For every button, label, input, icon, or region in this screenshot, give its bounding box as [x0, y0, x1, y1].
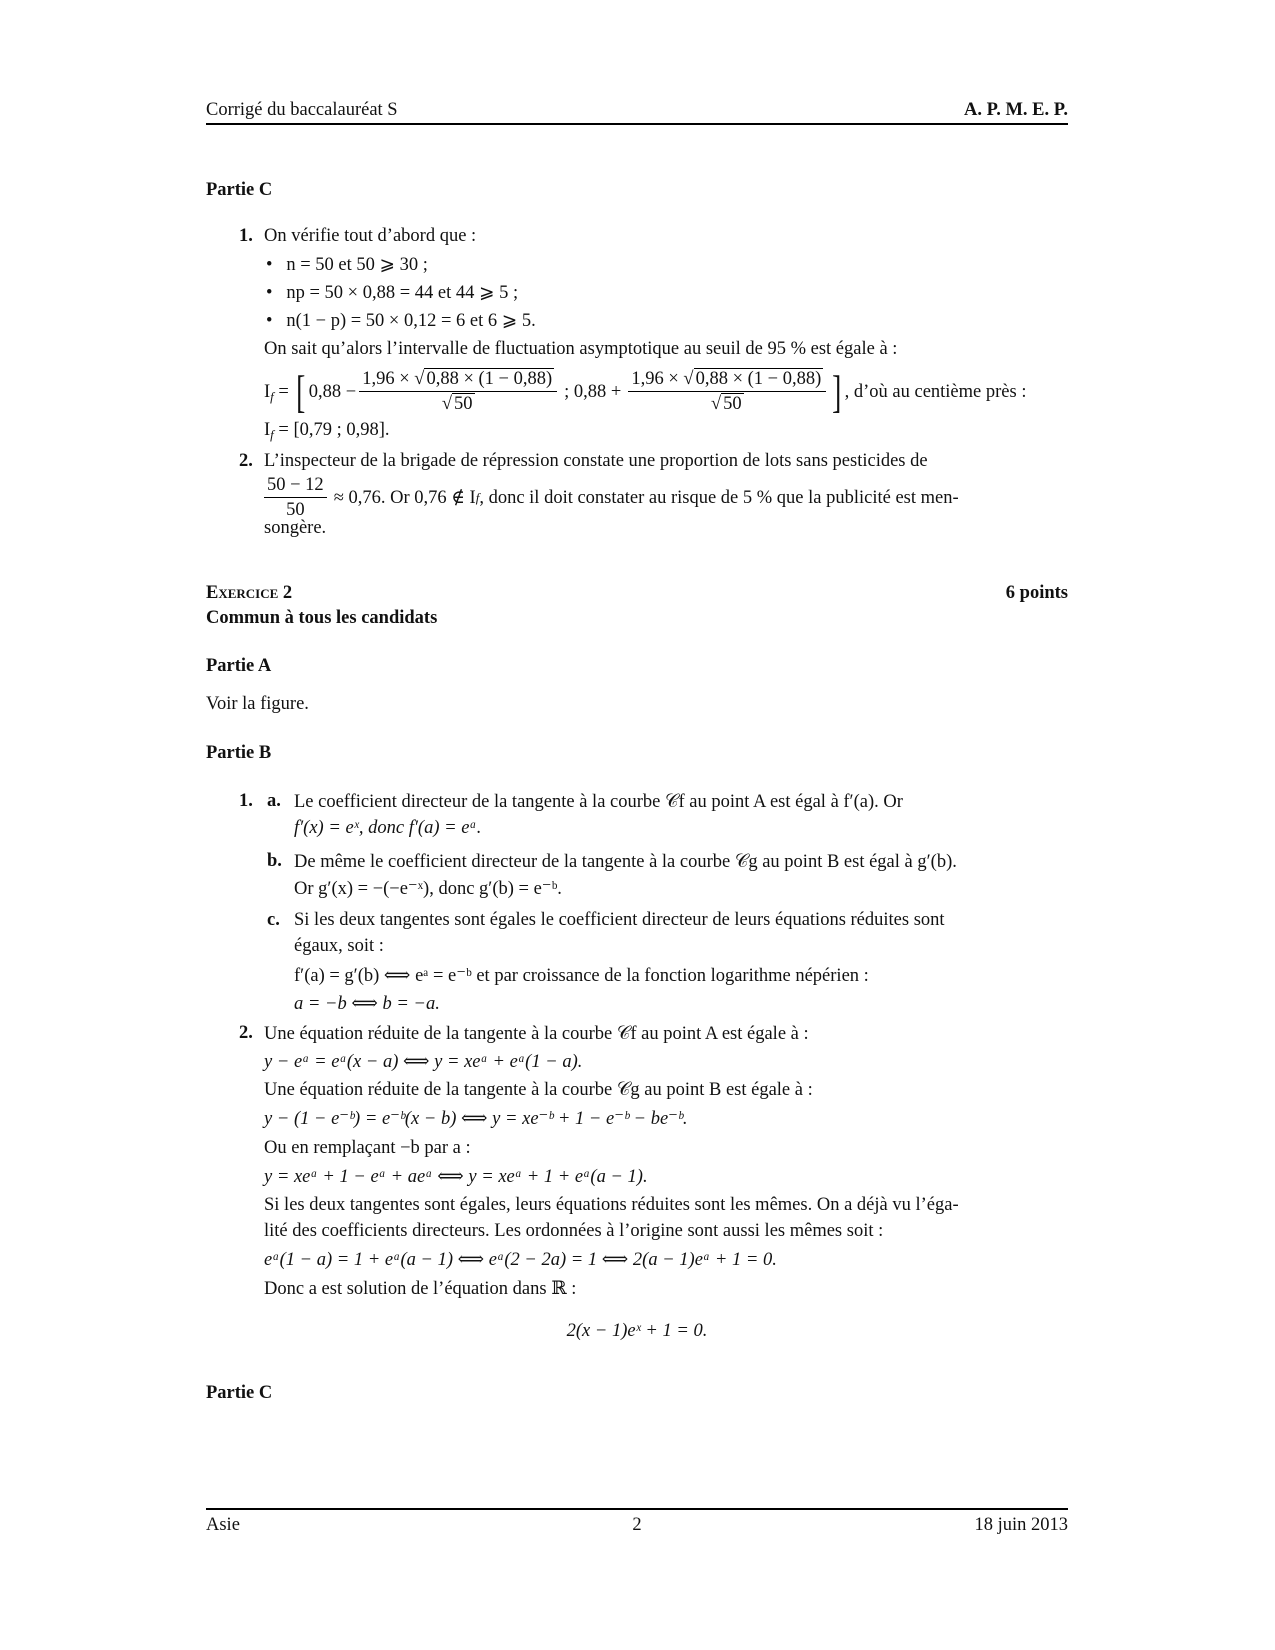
fraction-lower: $\frac{1,96 \times √ 0,88 \times (1 - 0,88)}{√ 50}$ — [359, 368, 557, 416]
exercise-title: Exercice 2 — [206, 583, 293, 603]
section-title-partie-a: Partie A — [206, 656, 272, 676]
bullet-2-text: np = 50 × 0,88 = 44 et 44 ⩾ 5 ; — [286, 283, 519, 303]
b2-line-1: Une équation réduite de la tangente à la courbe 𝒞f au point A est égale à : — [264, 1024, 809, 1044]
b1c-line-2: égaux, soit : — [294, 936, 384, 956]
interval-intro: On sait qu’alors l’intervalle de fluctuation asymptotique au seuil de 95 % est égale à : — [264, 339, 898, 359]
right-bracket: ] — [832, 366, 842, 417]
bullet-3: • n(1 − p) = 50 × 0,12 = 6 et 6 ⩾ 5. — [266, 311, 536, 331]
sub-label-c: c. — [267, 910, 280, 930]
b1a-line-2: f′(x) = eˣ, donc f′(a) = eᵃ. — [294, 818, 482, 838]
b1b-line-1: De même le coefficient directeur de la tangente à la courbe 𝒞g au point B est égal à g′(b). — [294, 852, 957, 872]
interval-left-term: 0,88 − — [308, 381, 357, 402]
footer-left: Asie — [206, 1515, 240, 1535]
centered-equation: 2(x − 1)eˣ + 1 = 0. — [566, 1321, 708, 1341]
interval-formula: $I_f$ = [ 0,88 − $\frac{1,96 \times √ 0,88 \times (1 - 0,88)}{√ 50}$ ; 0,88 + $\frac{1,96 \times √ 0,88 \times (1 - 0,88)}{√ 50}$ ] , d’où au centième près : — [264, 366, 1027, 417]
b1c-line-4: a = −b ⟺ b = −a. — [294, 994, 440, 1014]
b1c-line-1: Si les deux tangentes sont égales le coefficient directeur de leurs équations réduites sont — [294, 910, 945, 930]
b1c-line-3: f′(a) = g′(b) ⟺ eᵃ = e⁻ᵇ et par croissance de la fonction logarithme népérien : — [294, 966, 869, 986]
exercise-subtitle: Commun à tous les candidats — [206, 608, 438, 628]
proportion-fraction: $\frac{50 - 12}{50}$ — [264, 474, 327, 522]
footer-rule — [206, 1508, 1068, 1510]
question-number-1: 1. — [239, 226, 253, 246]
question-2-line-3: songère. — [264, 518, 327, 538]
document-page — [206, 0, 1068, 1650]
interval-tail: , d’où au centième près : — [844, 381, 1027, 402]
b1a-line-1: Le coefficient directeur de la tangente à la courbe 𝒞f au point A est égal à f′(a). Or — [294, 792, 903, 812]
page-number: 2 — [632, 1515, 642, 1535]
question-number-b1: 1. — [239, 791, 253, 811]
left-bracket: [ — [296, 366, 306, 417]
header-rule — [206, 123, 1068, 125]
header-left: Corrigé du baccalauréat S — [206, 100, 398, 120]
section-title-partie-b: Partie B — [206, 743, 272, 763]
b2-line-7: Si les deux tangentes sont égales, leurs équations réduites sont les mêmes. On a déjà vu l’éga- — [264, 1195, 959, 1215]
b2-line-8: lité des coefficients directeurs. Les ordonnées à l’origine sont aussi les mêmes soit : — [264, 1221, 884, 1241]
bullet-3-text: n(1 − p) = 50 × 0,12 = 6 et 6 ⩾ 5. — [286, 311, 536, 331]
question-number-b2: 2. — [239, 1023, 253, 1043]
b2-line-10: Donc a est solution de l’équation dans ℝ : — [264, 1279, 577, 1299]
bullet-1: • n = 50 et 50 ⩾ 30 ; — [266, 255, 428, 275]
question-1-intro: On vérifie tout d’abord que : — [264, 226, 477, 246]
bullet-2: • np = 50 × 0,88 = 44 et 44 ⩾ 5 ; — [266, 283, 519, 303]
section-title-partie-c: Partie C — [206, 180, 273, 200]
b2-line-6: y = xeᵃ + 1 − eᵃ + aeᵃ ⟺ y = xeᵃ + 1 + eᵃ(a − 1). — [264, 1167, 648, 1187]
b2-line-2: y − eᵃ = eᵃ(x − a) ⟺ y = xeᵃ + eᵃ(1 − a). — [264, 1052, 583, 1072]
interval-separator: ; 0,88 + — [564, 381, 622, 402]
b2-line-9: eᵃ(1 − a) = 1 + eᵃ(a − 1) ⟺ eᵃ(2 − 2a) = 1 ⟺ 2(a − 1)eᵃ + 1 = 0. — [264, 1250, 777, 1270]
b2-line-3: Une équation réduite de la tangente à la courbe 𝒞g au point B est égale à : — [264, 1080, 813, 1100]
fraction-upper: $\frac{1,96 \times √ 0,88 \times (1 - 0,88)}{√ 50}$ — [628, 368, 826, 416]
exercise-points: 6 points — [1005, 583, 1068, 603]
question-number-2: 2. — [239, 451, 253, 471]
question-2-line-2: $\frac{50 - 12}{50}$ ≈ 0,76. Or 0,76 ∉ I f , donc il doit constater au risque de 5 % que la publicité est men- — [264, 474, 959, 522]
partie-a-text: Voir la figure. — [206, 694, 309, 714]
interval-result: $I_f = [0,79$ ; 0,98]. — [264, 420, 390, 442]
sub-label-a: a. — [267, 791, 281, 811]
b2-line-4: y − (1 − e⁻ᵇ) = e⁻ᵇ(x − b) ⟺ y = xe⁻ᵇ + 1 − e⁻ᵇ − be⁻ᵇ. — [264, 1109, 688, 1129]
header-right: A. P. M. E. P. — [964, 100, 1068, 120]
question-2-line-1: L’inspecteur de la brigade de répression constate une proportion de lots sans pesticides de — [264, 451, 928, 471]
footer-right: 18 juin 2013 — [974, 1515, 1068, 1535]
b1b-line-2: Or g′(x) = −(−e⁻ˣ), donc g′(b) = e⁻ᵇ. — [294, 879, 562, 899]
bullet-1-text: n = 50 et 50 ⩾ 30 ; — [286, 255, 428, 275]
section-title-partie-c-ex2: Partie C — [206, 1383, 273, 1403]
b2-line-5: Ou en remplaçant −b par a : — [264, 1138, 471, 1158]
interval-symbol: $I_f$ — [264, 381, 274, 404]
sub-label-b: b. — [267, 851, 282, 871]
